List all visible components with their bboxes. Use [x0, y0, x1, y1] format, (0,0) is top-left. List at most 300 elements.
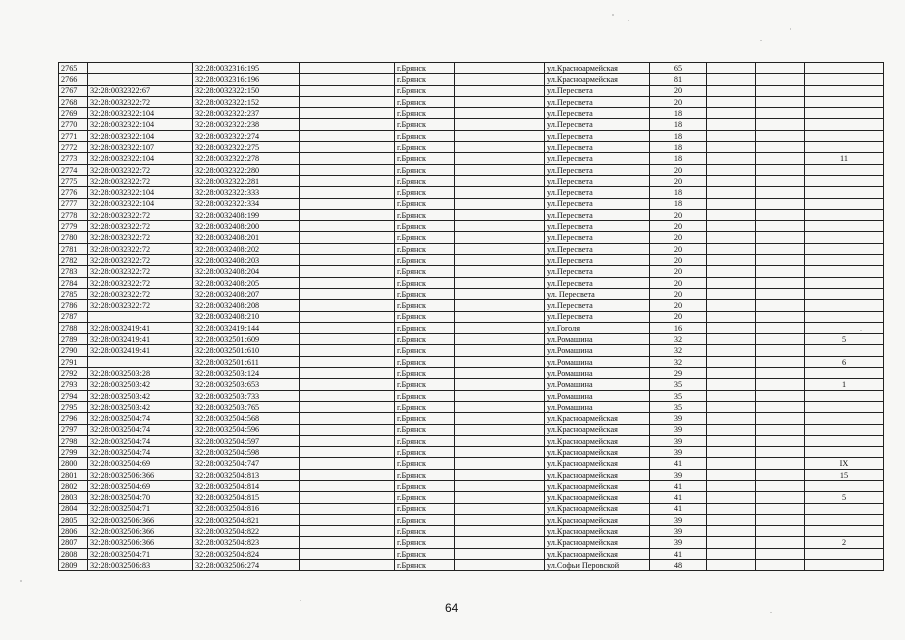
empty-cell: [756, 368, 805, 379]
empty-cell: [455, 221, 545, 232]
city: г.Брянск: [395, 288, 455, 299]
cadastral-number: 32:28:0032504:747: [193, 458, 300, 469]
property-registry-table: [58, 62, 884, 571]
empty-cell: [756, 322, 805, 333]
cadastral-number: 32:28:0032322:237: [193, 108, 300, 119]
scan-speck: [300, 600, 301, 601]
parent-cadastral-number: 32:28:0032322:72: [88, 221, 193, 232]
street: ул.Пересвета: [545, 85, 650, 96]
empty-cell: [455, 379, 545, 390]
empty-cell: [455, 458, 545, 469]
empty-cell: [707, 311, 756, 322]
cadastral-number: 32:28:0032408:205: [193, 277, 300, 288]
empty-cell: [707, 345, 756, 356]
empty-cell: [300, 458, 395, 469]
empty-cell: [455, 356, 545, 367]
parent-cadastral-number: 32:28:0032322:72: [88, 243, 193, 254]
house-number: 18: [650, 119, 707, 130]
empty-cell: [455, 447, 545, 458]
flat-number: [805, 221, 884, 232]
table-row: [59, 277, 884, 288]
street: ул.Красноармейская: [545, 548, 650, 559]
empty-cell: [300, 424, 395, 435]
street: ул.Пересвета: [545, 266, 650, 277]
empty-cell: [707, 548, 756, 559]
table-row: [59, 209, 884, 220]
empty-cell: [455, 345, 545, 356]
city: г.Брянск: [395, 175, 455, 186]
street: ул.Пересвета: [545, 142, 650, 153]
table-row: [59, 469, 884, 480]
table-row: [59, 119, 884, 130]
table-row: [59, 221, 884, 232]
table-row: [59, 390, 884, 401]
cadastral-number: 32:28:0032322:152: [193, 96, 300, 107]
flat-number: [805, 514, 884, 525]
empty-cell: [707, 142, 756, 153]
empty-cell: [455, 85, 545, 96]
table-row: [59, 243, 884, 254]
city: г.Брянск: [395, 560, 455, 571]
empty-cell: [300, 401, 395, 412]
city: г.Брянск: [395, 266, 455, 277]
row-number: 2796: [59, 413, 88, 424]
parent-cadastral-number: 32:28:0032504:71: [88, 548, 193, 559]
empty-cell: [707, 514, 756, 525]
empty-cell: [300, 96, 395, 107]
cadastral-number: 32:28:0032322:238: [193, 119, 300, 130]
empty-cell: [756, 469, 805, 480]
row-number: 2786: [59, 300, 88, 311]
empty-cell: [756, 119, 805, 130]
cadastral-number: 32:28:0032504:814: [193, 480, 300, 491]
house-number: 39: [650, 435, 707, 446]
empty-cell: [300, 164, 395, 175]
empty-cell: [300, 119, 395, 130]
city: г.Брянск: [395, 74, 455, 85]
city: г.Брянск: [395, 458, 455, 469]
empty-cell: [756, 379, 805, 390]
row-number: 2790: [59, 345, 88, 356]
house-number: 35: [650, 379, 707, 390]
cadastral-number: 32:28:0032408:203: [193, 255, 300, 266]
empty-cell: [756, 401, 805, 412]
empty-cell: [455, 401, 545, 412]
empty-cell: [707, 96, 756, 107]
flat-number: [805, 243, 884, 254]
row-number: 2782: [59, 255, 88, 266]
table-row: [59, 401, 884, 412]
city: г.Брянск: [395, 300, 455, 311]
city: г.Брянск: [395, 356, 455, 367]
flat-number: [805, 96, 884, 107]
cadastral-number: 32:28:0032504:568: [193, 413, 300, 424]
flat-number: 1: [805, 379, 884, 390]
empty-cell: [707, 232, 756, 243]
row-number: 2803: [59, 492, 88, 503]
row-number: 2780: [59, 232, 88, 243]
scan-speck: [612, 14, 614, 16]
scan-speck: [860, 330, 862, 331]
house-number: 20: [650, 288, 707, 299]
city: г.Брянск: [395, 311, 455, 322]
empty-cell: [300, 537, 395, 548]
flat-number: [805, 119, 884, 130]
city: г.Брянск: [395, 390, 455, 401]
table-row: [59, 435, 884, 446]
row-number: 2767: [59, 85, 88, 96]
city: г.Брянск: [395, 119, 455, 130]
street: ул.Софьи Перовской: [545, 560, 650, 571]
empty-cell: [455, 130, 545, 141]
row-number: 2808: [59, 548, 88, 559]
empty-cell: [756, 187, 805, 198]
row-number: 2792: [59, 368, 88, 379]
empty-cell: [455, 277, 545, 288]
table-row: [59, 255, 884, 266]
empty-cell: [756, 175, 805, 186]
empty-cell: [455, 96, 545, 107]
empty-cell: [756, 209, 805, 220]
empty-cell: [707, 322, 756, 333]
table-row: [59, 164, 884, 175]
house-number: 20: [650, 175, 707, 186]
empty-cell: [707, 447, 756, 458]
empty-cell: [455, 142, 545, 153]
house-number: 39: [650, 537, 707, 548]
empty-cell: [455, 255, 545, 266]
city: г.Брянск: [395, 209, 455, 220]
empty-cell: [707, 288, 756, 299]
cadastral-number: 32:28:0032408:207: [193, 288, 300, 299]
flat-number: [805, 526, 884, 537]
row-number: 2778: [59, 209, 88, 220]
parent-cadastral-number: 32:28:0032506:366: [88, 526, 193, 537]
empty-cell: [300, 356, 395, 367]
empty-cell: [756, 503, 805, 514]
table-row: [59, 198, 884, 209]
empty-cell: [300, 255, 395, 266]
empty-cell: [707, 390, 756, 401]
empty-cell: [300, 560, 395, 571]
row-number: 2806: [59, 526, 88, 537]
empty-cell: [300, 435, 395, 446]
table-row: [59, 334, 884, 345]
empty-cell: [300, 469, 395, 480]
empty-cell: [707, 379, 756, 390]
street: ул.Ромашина: [545, 390, 650, 401]
empty-cell: [455, 435, 545, 446]
street: ул.Красноармейская: [545, 63, 650, 74]
house-number: 20: [650, 164, 707, 175]
empty-cell: [455, 209, 545, 220]
city: г.Брянск: [395, 514, 455, 525]
row-number: 2766: [59, 74, 88, 85]
flat-number: [805, 142, 884, 153]
flat-number: [805, 266, 884, 277]
house-number: 39: [650, 469, 707, 480]
table-row: [59, 300, 884, 311]
flat-number: [805, 255, 884, 266]
empty-cell: [756, 345, 805, 356]
house-number: 35: [650, 401, 707, 412]
house-number: 18: [650, 130, 707, 141]
row-number: 2798: [59, 435, 88, 446]
table-row: [59, 548, 884, 559]
empty-cell: [300, 480, 395, 491]
cadastral-number: 32:28:0032408:202: [193, 243, 300, 254]
table-row: [59, 187, 884, 198]
street: ул.Пересвета: [545, 243, 650, 254]
empty-cell: [707, 458, 756, 469]
parent-cadastral-number: 32:28:0032322:72: [88, 164, 193, 175]
parent-cadastral-number: 32:28:0032419:41: [88, 334, 193, 345]
empty-cell: [300, 266, 395, 277]
row-number: 2804: [59, 503, 88, 514]
house-number: 16: [650, 322, 707, 333]
empty-cell: [300, 300, 395, 311]
table-row: [59, 424, 884, 435]
city: г.Брянск: [395, 221, 455, 232]
empty-cell: [756, 164, 805, 175]
empty-cell: [707, 435, 756, 446]
parent-cadastral-number: 32:28:0032503:42: [88, 401, 193, 412]
flat-number: [805, 548, 884, 559]
street: ул.Ромашина: [545, 379, 650, 390]
empty-cell: [756, 424, 805, 435]
flat-number: 15: [805, 469, 884, 480]
empty-cell: [756, 96, 805, 107]
empty-cell: [756, 435, 805, 446]
empty-cell: [300, 503, 395, 514]
empty-cell: [756, 413, 805, 424]
parent-cadastral-number: 32:28:0032322:72: [88, 175, 193, 186]
table-row: [59, 413, 884, 424]
house-number: 41: [650, 492, 707, 503]
page-number: 64: [445, 601, 459, 615]
house-number: 20: [650, 277, 707, 288]
empty-cell: [455, 368, 545, 379]
empty-cell: [756, 221, 805, 232]
parent-cadastral-number: 32:28:0032322:104: [88, 198, 193, 209]
empty-cell: [300, 379, 395, 390]
empty-cell: [300, 514, 395, 525]
table-row: [59, 288, 884, 299]
parent-cadastral-number: 32:28:0032322:107: [88, 142, 193, 153]
parent-cadastral-number: 32:28:0032503:42: [88, 390, 193, 401]
empty-cell: [300, 74, 395, 85]
empty-cell: [455, 232, 545, 243]
empty-cell: [756, 74, 805, 85]
empty-cell: [707, 469, 756, 480]
flat-number: [805, 232, 884, 243]
street: ул.Красноармейская: [545, 492, 650, 503]
house-number: 41: [650, 458, 707, 469]
city: г.Брянск: [395, 526, 455, 537]
row-number: 2777: [59, 198, 88, 209]
empty-cell: [707, 401, 756, 412]
house-number: 65: [650, 63, 707, 74]
row-number: 2784: [59, 277, 88, 288]
empty-cell: [455, 334, 545, 345]
cadastral-number: 32:28:0032504:822: [193, 526, 300, 537]
flat-number: [805, 198, 884, 209]
empty-cell: [455, 187, 545, 198]
row-number: 2774: [59, 164, 88, 175]
empty-cell: [455, 526, 545, 537]
table-row: [59, 526, 884, 537]
city: г.Брянск: [395, 469, 455, 480]
city: г.Брянск: [395, 322, 455, 333]
street: ул.Красноармейская: [545, 458, 650, 469]
cadastral-number: 32:28:0032503:733: [193, 390, 300, 401]
cadastral-number: 32:28:0032419:144: [193, 322, 300, 333]
table-row: [59, 142, 884, 153]
parent-cadastral-number: 32:28:0032322:72: [88, 209, 193, 220]
empty-cell: [455, 119, 545, 130]
house-number: 18: [650, 187, 707, 198]
street: ул.Красноармейская: [545, 514, 650, 525]
row-number: 2797: [59, 424, 88, 435]
parent-cadastral-number: 32:28:0032322:72: [88, 277, 193, 288]
empty-cell: [300, 311, 395, 322]
table-row: [59, 175, 884, 186]
empty-cell: [455, 390, 545, 401]
scan-speck: [760, 40, 762, 41]
empty-cell: [455, 153, 545, 164]
empty-cell: [455, 537, 545, 548]
street: ул.Пересвета: [545, 164, 650, 175]
empty-cell: [707, 187, 756, 198]
empty-cell: [756, 232, 805, 243]
table-row: [59, 492, 884, 503]
cadastral-number: 32:28:0032503:124: [193, 368, 300, 379]
table-row: [59, 379, 884, 390]
cadastral-number: 32:28:0032506:274: [193, 560, 300, 571]
city: г.Брянск: [395, 130, 455, 141]
empty-cell: [707, 243, 756, 254]
flat-number: IX: [805, 458, 884, 469]
row-number: 2791: [59, 356, 88, 367]
empty-cell: [707, 334, 756, 345]
empty-cell: [756, 537, 805, 548]
street: ул.Пересвета: [545, 311, 650, 322]
city: г.Брянск: [395, 334, 455, 345]
parent-cadastral-number: 32:28:0032506:366: [88, 514, 193, 525]
empty-cell: [300, 345, 395, 356]
city: г.Брянск: [395, 447, 455, 458]
empty-cell: [707, 153, 756, 164]
street: ул.Красноармейская: [545, 413, 650, 424]
parent-cadastral-number: 32:28:0032322:72: [88, 266, 193, 277]
empty-cell: [300, 85, 395, 96]
empty-cell: [707, 164, 756, 175]
empty-cell: [756, 300, 805, 311]
empty-cell: [455, 560, 545, 571]
empty-cell: [455, 311, 545, 322]
empty-cell: [300, 334, 395, 345]
empty-cell: [455, 548, 545, 559]
city: г.Брянск: [395, 492, 455, 503]
empty-cell: [756, 243, 805, 254]
empty-cell: [707, 85, 756, 96]
city: г.Брянск: [395, 503, 455, 514]
row-number: 2807: [59, 537, 88, 548]
cadastral-number: 32:28:0032322:334: [193, 198, 300, 209]
city: г.Брянск: [395, 85, 455, 96]
house-number: 20: [650, 243, 707, 254]
street: ул.Красноармейская: [545, 424, 650, 435]
cadastral-number: 32:28:0032408:208: [193, 300, 300, 311]
empty-cell: [756, 458, 805, 469]
table-row: [59, 480, 884, 491]
empty-cell: [455, 503, 545, 514]
parent-cadastral-number: 32:28:0032322:104: [88, 119, 193, 130]
flat-number: [805, 311, 884, 322]
empty-cell: [300, 243, 395, 254]
empty-cell: [455, 63, 545, 74]
empty-cell: [300, 368, 395, 379]
empty-cell: [707, 209, 756, 220]
empty-cell: [707, 175, 756, 186]
house-number: 41: [650, 503, 707, 514]
house-number: 32: [650, 356, 707, 367]
empty-cell: [756, 334, 805, 345]
parent-cadastral-number: 32:28:0032506:366: [88, 469, 193, 480]
street: ул.Пересвета: [545, 300, 650, 311]
city: г.Брянск: [395, 424, 455, 435]
street: ул.Красноармейская: [545, 469, 650, 480]
table-row: [59, 232, 884, 243]
street: ул.Пересвета: [545, 130, 650, 141]
empty-cell: [300, 63, 395, 74]
house-number: 20: [650, 96, 707, 107]
empty-cell: [707, 130, 756, 141]
cadastral-number: 32:28:0032322:150: [193, 85, 300, 96]
parent-cadastral-number: 32:28:0032503:28: [88, 368, 193, 379]
cadastral-number: 32:28:0032504:816: [193, 503, 300, 514]
parent-cadastral-number: 32:28:0032504:74: [88, 447, 193, 458]
street: ул.Пересвета: [545, 232, 650, 243]
street: ул. Пересвета: [545, 288, 650, 299]
house-number: 20: [650, 311, 707, 322]
scan-speck: [770, 612, 772, 613]
table-row: [59, 537, 884, 548]
house-number: 48: [650, 560, 707, 571]
street: ул.Красноармейская: [545, 74, 650, 85]
city: г.Брянск: [395, 153, 455, 164]
empty-cell: [300, 142, 395, 153]
empty-cell: [707, 300, 756, 311]
empty-cell: [300, 198, 395, 209]
cadastral-number: 32:28:0032322:274: [193, 130, 300, 141]
table-row: [59, 266, 884, 277]
row-number: 2801: [59, 469, 88, 480]
row-number: 2776: [59, 187, 88, 198]
row-number: 2794: [59, 390, 88, 401]
row-number: 2779: [59, 221, 88, 232]
street: ул.Красноармейская: [545, 435, 650, 446]
row-number: 2809: [59, 560, 88, 571]
empty-cell: [756, 356, 805, 367]
table-row: [59, 108, 884, 119]
house-number: 39: [650, 413, 707, 424]
parent-cadastral-number: 32:28:0032322:72: [88, 288, 193, 299]
parent-cadastral-number: [88, 356, 193, 367]
empty-cell: [455, 198, 545, 209]
empty-cell: [756, 108, 805, 119]
empty-cell: [707, 255, 756, 266]
